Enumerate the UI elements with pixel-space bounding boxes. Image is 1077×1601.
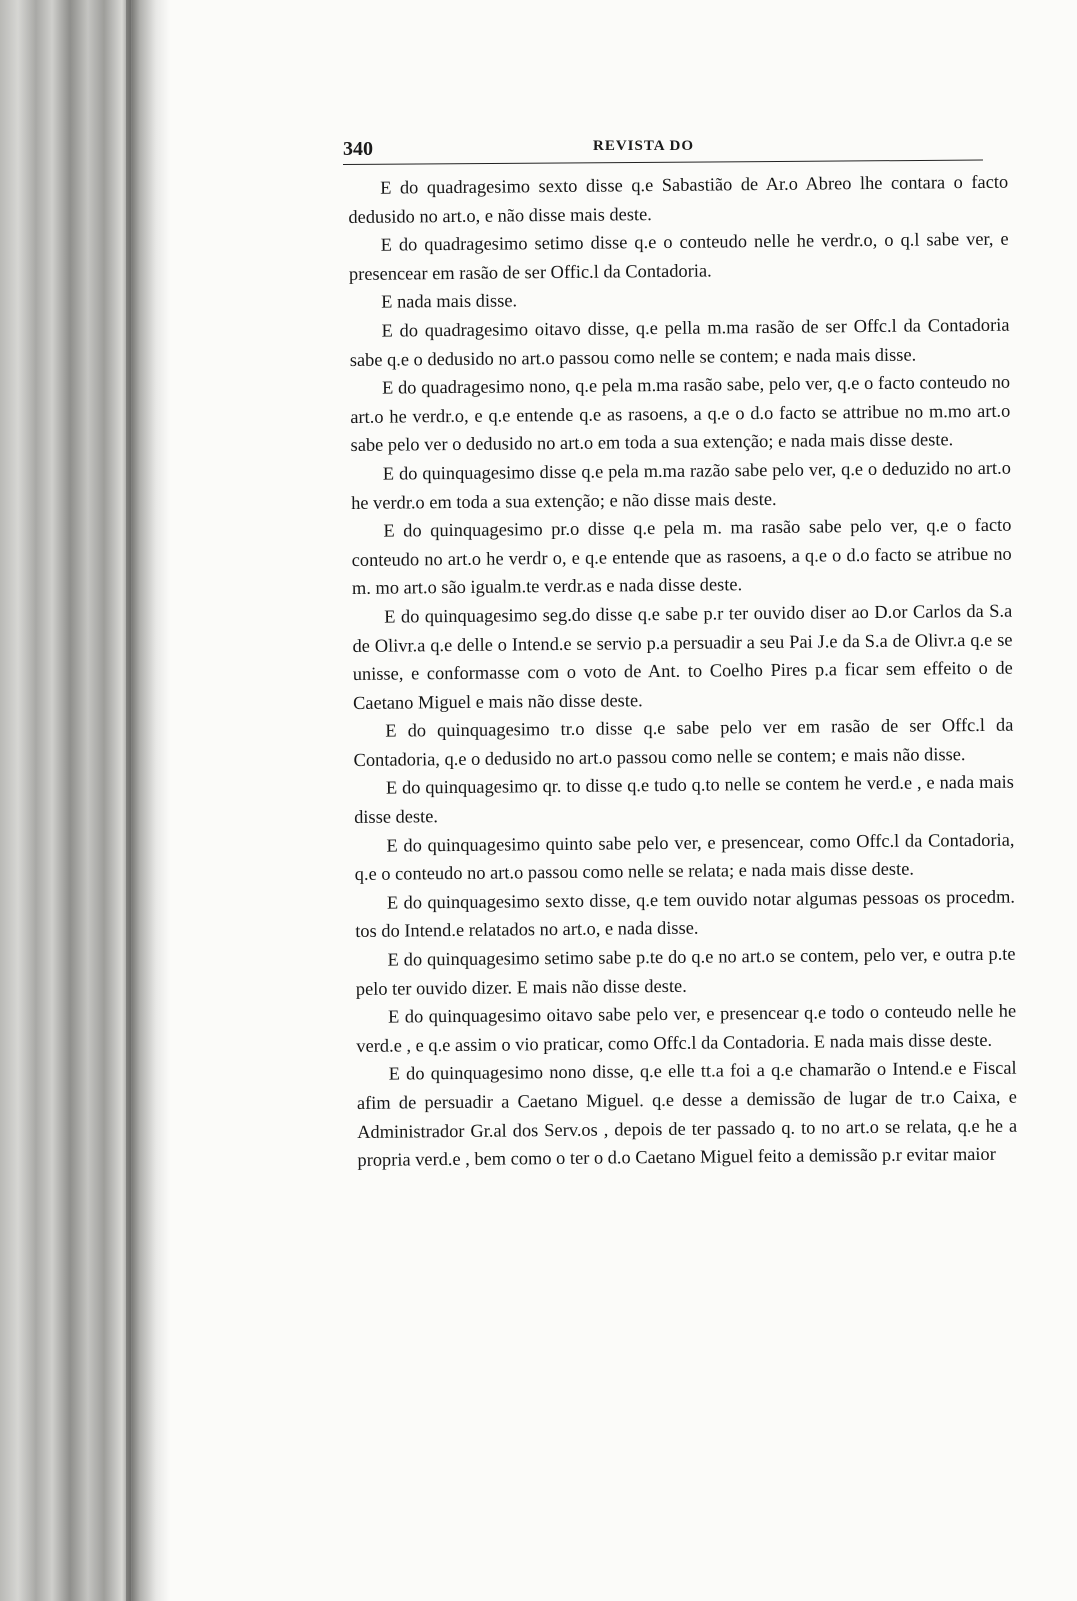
paragraph: E do quinquagesimo quinto sabe pelo ver, e presencear, como Offc.l da Contadoria, q.e o conteudo no art.o passou como nelle se relata; e nada mais disse deste. bbox=[354, 829, 1015, 885]
paragraph: E do quadragesimo oitavo disse, q.e pella m.ma rasão de ser Offc.l da Contadoria sabe q.e o dedusido no art.o passou como nelle se contem; e nada mais disse. bbox=[349, 314, 1010, 370]
paragraph: E do quadragesimo nono, q.e pela m.ma rasão sabe, pelo ver, q.e o facto conteudo no art.o he verdr.o, e q.e entende q.e as rasoens, a q.e o d.o facto se attribue no m.mo art.o sabe pelo ver o dedusido no art.o em toda a sua extenção; e nada mais disse deste. bbox=[350, 371, 1011, 456]
book-binding-edge bbox=[0, 0, 170, 1601]
paragraph: E do quinquagesimo pr.o disse q.e pela m. ma rasão sabe pelo ver, q.e o facto conteudo no art.o he verdr o, e q.e entende que as rasoens, a q.e o d.o facto se atribue no m. mo art.o são igualm.te verdr.as e nada disse deste. bbox=[351, 514, 1012, 599]
paragraph: E do quinquagesimo qr. to disse q.e tudo q.to nelle se contem he verd.e , e nada mais disse deste. bbox=[354, 772, 1014, 828]
paragraph: E do quinquagesimo disse q.e pela m.ma razão sabe pelo ver, q.e o deduzido no art.o he verdr.o em toda a sua extenção; e não disse mais deste. bbox=[351, 457, 1011, 513]
paragraph: E do quinquagesimo tr.o disse q.e sabe pelo ver em rasão de ser Offc.l da Contadoria, q.e o dedusido no art.o passou como nelle se contem; e mais não disse. bbox=[353, 714, 1014, 770]
paragraph: E do quinquagesimo nono disse, q.e elle tt.a foi a q.e chamarão o Intend.e e Fiscal afim de persuadir a Caetano Miguel. q.e desse a demissão de lugar de tr.o Caixa, e Administrador Gr.al dos Serv.os , depois de ter passado q. to no art.o se relata, q.e he a propria verd.e , bem como o ter o d.o Caetano Miguel feito a demissão p.r evitar maior bbox=[356, 1058, 1018, 1171]
paragraph: E nada mais disse. bbox=[381, 290, 518, 313]
paragraph: E do quinquagesimo setimo sabe p.te do q.e no art.o se contem, pelo ver, e outra p.te pelo ter ouvido dizer. E mais não disse deste. bbox=[355, 943, 1016, 999]
paragraph: E do quinquagesimo sexto disse, q.e tem ouvido notar algumas pessoas os procedm. tos do Intend.e relatados no art.o, e nada disse. bbox=[355, 886, 1016, 942]
paragraph: E do quadragesimo setimo disse q.e o conteudo nelle he verdr.o, o q.l sabe ver, e presencear em rasão de ser Offic.l da Contadoria. bbox=[348, 228, 1009, 284]
paragraph: E do quinquagesimo seg.do disse q.e sabe p.r ter ouvido diser ao D.or Carlos da S.a de Olivr.a q.e delle o Intend.e se servio p.a persuadir a seu Pai J.e da S.a de Olivr.a q.e se unisse, e conformasse com o voto de Ant. to Coelho Pires p.a ficar sem effeito o de Caetano Miguel e mais não disse deste. bbox=[352, 600, 1013, 713]
body-text bbox=[348, 168, 1018, 1175]
paragraph: E do quinquagesimo oitavo sabe pelo ver, e presencear q.e todo o conteudo nelle he verd.e , e q.e assim o vio praticar, como Offc.l da Contadoria. E nada mais disse deste. bbox=[356, 1000, 1017, 1056]
page-number: 340 bbox=[343, 138, 373, 160]
paragraph: E do quadragesimo sexto disse q.e Sabastião de Ar.o Abreo lhe contara o facto dedusido no art.o, e não disse mais deste. bbox=[348, 171, 1009, 227]
running-head: REVISTA DO bbox=[593, 138, 694, 154]
